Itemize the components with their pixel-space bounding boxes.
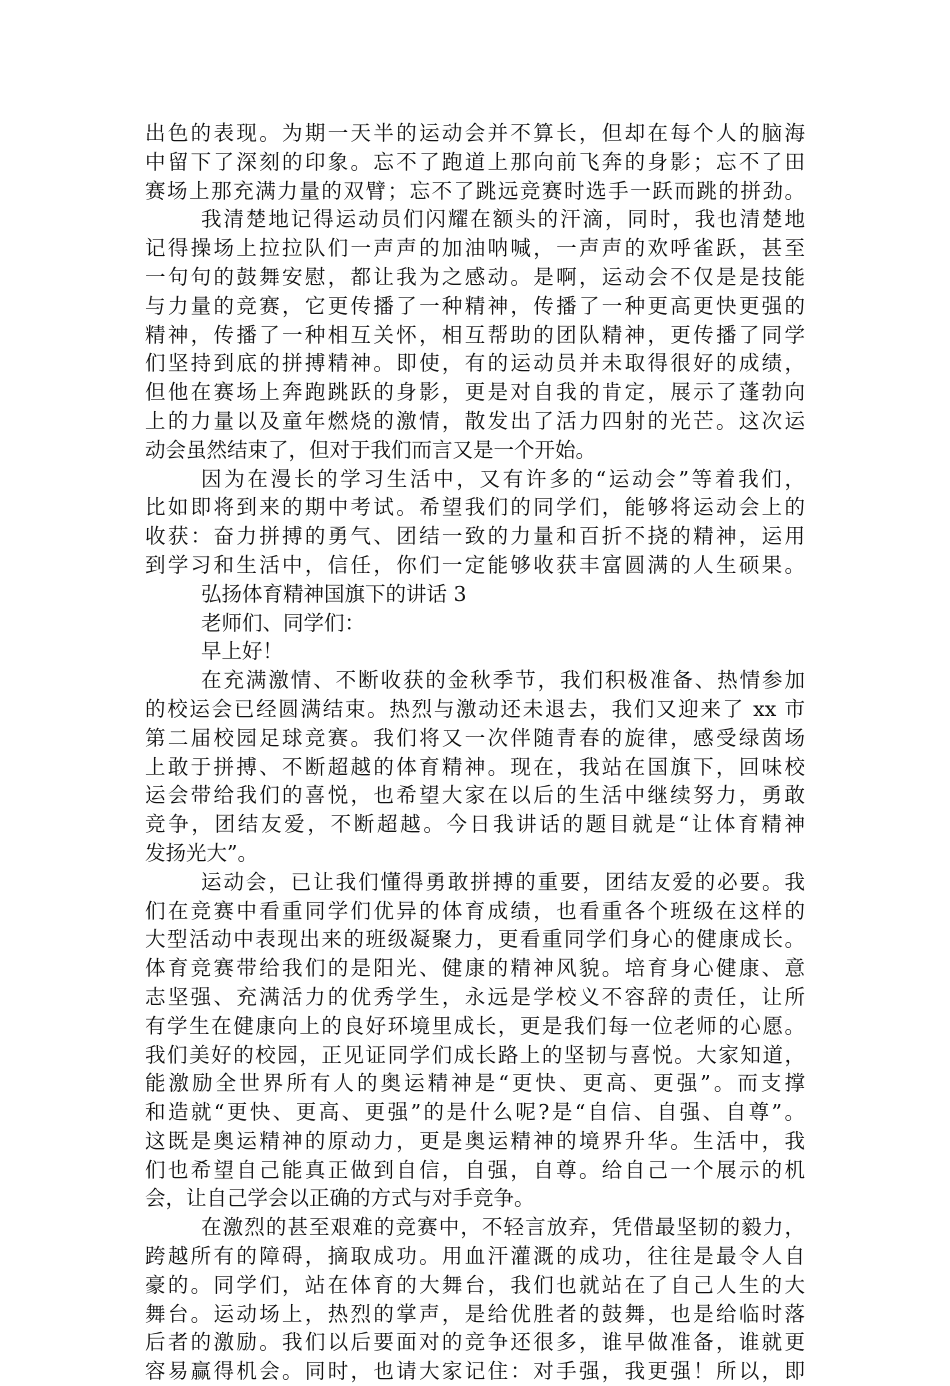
text-line: 能激励全世界所有人的奥运精神是“更快、更高、更强”。而支撑 — [145, 1071, 805, 1096]
text-line: 大型活动中表现出来的班级凝聚力，更看重同学们身心的健康成长。 — [145, 927, 805, 952]
text-line: 精神，传播了一种相互关怀，相互帮助的团队精神，更传播了同学 — [145, 322, 805, 347]
text-line: 的校运会已经圆满结束。热烈与激动还未退去，我们又迎来了 xx 市 — [145, 696, 805, 721]
paragraph-first-line: 弘扬体育精神国旗下的讲话 3 — [201, 581, 467, 606]
text-line: 们也希望自己能真正做到自信，自强，自尊。给自己一个展示的机 — [145, 1157, 805, 1182]
text-line: 们坚持到底的拼搏精神。即使，有的运动员并未取得很好的成绩， — [145, 351, 805, 376]
text-line: 发扬光大”。 — [145, 840, 258, 865]
text-line: 上的力量以及童年燃烧的激情，散发出了活力四射的光芒。这次运 — [145, 408, 805, 433]
text-line: 一句句的鼓舞安慰，都让我为之感动。是啊，运动会不仅是是技能 — [145, 264, 805, 289]
text-line: 体育竞赛带给我们的是阳光、健康的精神风貌。培育身心健康、意 — [145, 956, 805, 981]
document-page — [145, 119, 805, 1386]
text-line: 上敢于拼搏、不断超越的体育精神。现在，我站在国旗下，回味校 — [145, 754, 805, 779]
text-line: 有学生在健康向上的良好环境里成长，更是我们每一位老师的心愿。 — [145, 1013, 805, 1038]
paragraph-first-line: 老师们、同学们： — [201, 610, 365, 635]
paragraph-first-line: 我清楚地记得运动员们闪耀在额头的汗滴，同时，我也清楚地 — [201, 207, 805, 232]
paragraph-first-line: 在激烈的甚至艰难的竞赛中，不轻言放弃，凭借最坚韧的毅力， — [201, 1215, 805, 1240]
text-line: 我们美好的校园，正见证同学们成长路上的坚韧与喜悦。大家知道， — [145, 1042, 805, 1067]
paragraph-first-line: 早上好！ — [201, 639, 283, 664]
text-line: 运会带给我们的喜悦，也希望大家在以后的生活中继续努力，勇敢 — [145, 783, 805, 808]
text-line: 跨越所有的障碍，摘取成功。用血汗灌溉的成功，往往是最令人自 — [145, 1244, 805, 1269]
text-line: 赛场上那充满力量的双臂；忘不了跳远竞赛时选手一跃而跳的拼劲。 — [145, 178, 805, 203]
text-line: 中留下了深刻的印象。忘不了跑道上那向前飞奔的身影；忘不了田 — [145, 149, 805, 174]
text-line: 容易赢得机会。同时，也请大家记住：对手强，我更强！所以，即 — [145, 1359, 805, 1384]
text-line: 后者的激励。我们以后要面对的竞争还很多，谁早做准备，谁就更 — [145, 1330, 805, 1355]
text-line: 舞台。运动场上，热烈的掌声，是给优胜者的鼓舞，也是给临时落 — [145, 1301, 805, 1326]
paragraph-first-line: 在充满激情、不断收获的金秋季节，我们积极准备、热情参加 — [201, 668, 805, 693]
text-line: 志坚强、充满活力的优秀学生，永远是学校义不容辞的责任，让所 — [145, 984, 805, 1009]
text-line: 这既是奥运精神的原动力，更是奥运精神的境界升华。生活中，我 — [145, 1128, 805, 1153]
text-line: 豪的。同学们，站在体育的大舞台，我们也就站在了自己人生的大 — [145, 1272, 805, 1297]
text-line: 但他在赛场上奔跑跳跃的身影，更是对自我的肯定，展示了蓬勃向 — [145, 380, 805, 405]
text-line: 竞争，团结友爱，不断超越。今日我讲话的题目就是“让体育精神 — [145, 812, 805, 837]
text-line: 动会虽然结束了，但对于我们而言又是一个开始。 — [145, 437, 596, 462]
text-line: 们在竞赛中看重同学们优异的体育成绩，也看重各个班级在这样的 — [145, 898, 805, 923]
text-line: 比如即将到来的期中考试。希望我们的同学们，能够将运动会上的 — [145, 495, 805, 520]
text-line: 出色的表现。为期一天半的运动会并不算长，但却在每个人的脑海 — [145, 121, 805, 145]
paragraph-first-line: 运动会，已让我们懂得勇敢拼搏的重要，团结友爱的必要。我 — [201, 869, 805, 894]
text-line: 记得操场上拉拉队们一声声的加油呐喊，一声声的欢呼雀跃，甚至 — [145, 236, 805, 261]
paragraph-first-line: 因为在漫长的学习生活中，又有许多的“运动会”等着我们， — [201, 466, 805, 491]
text-line: 与力量的竞赛，它更传播了一种精神，传播了一种更高更快更强的 — [145, 293, 805, 318]
text-line: 和造就“更快、更高、更强”的是什么呢?是“自信、自强、自尊”。 — [145, 1100, 805, 1125]
text-line: 第二届校园足球竞赛。我们将又一次伴随青春的旋律，感受绿茵场 — [145, 725, 805, 750]
text-line: 到学习和生活中，信任，你们一定能够收获丰富圆满的人生硕果。 — [145, 552, 805, 577]
text-line: 收获：奋力拼搏的勇气、团结一致的力量和百折不挠的精神，运用 — [145, 524, 805, 549]
text-line: 会，让自己学会以正确的方式与对手竞争。 — [145, 1186, 535, 1211]
